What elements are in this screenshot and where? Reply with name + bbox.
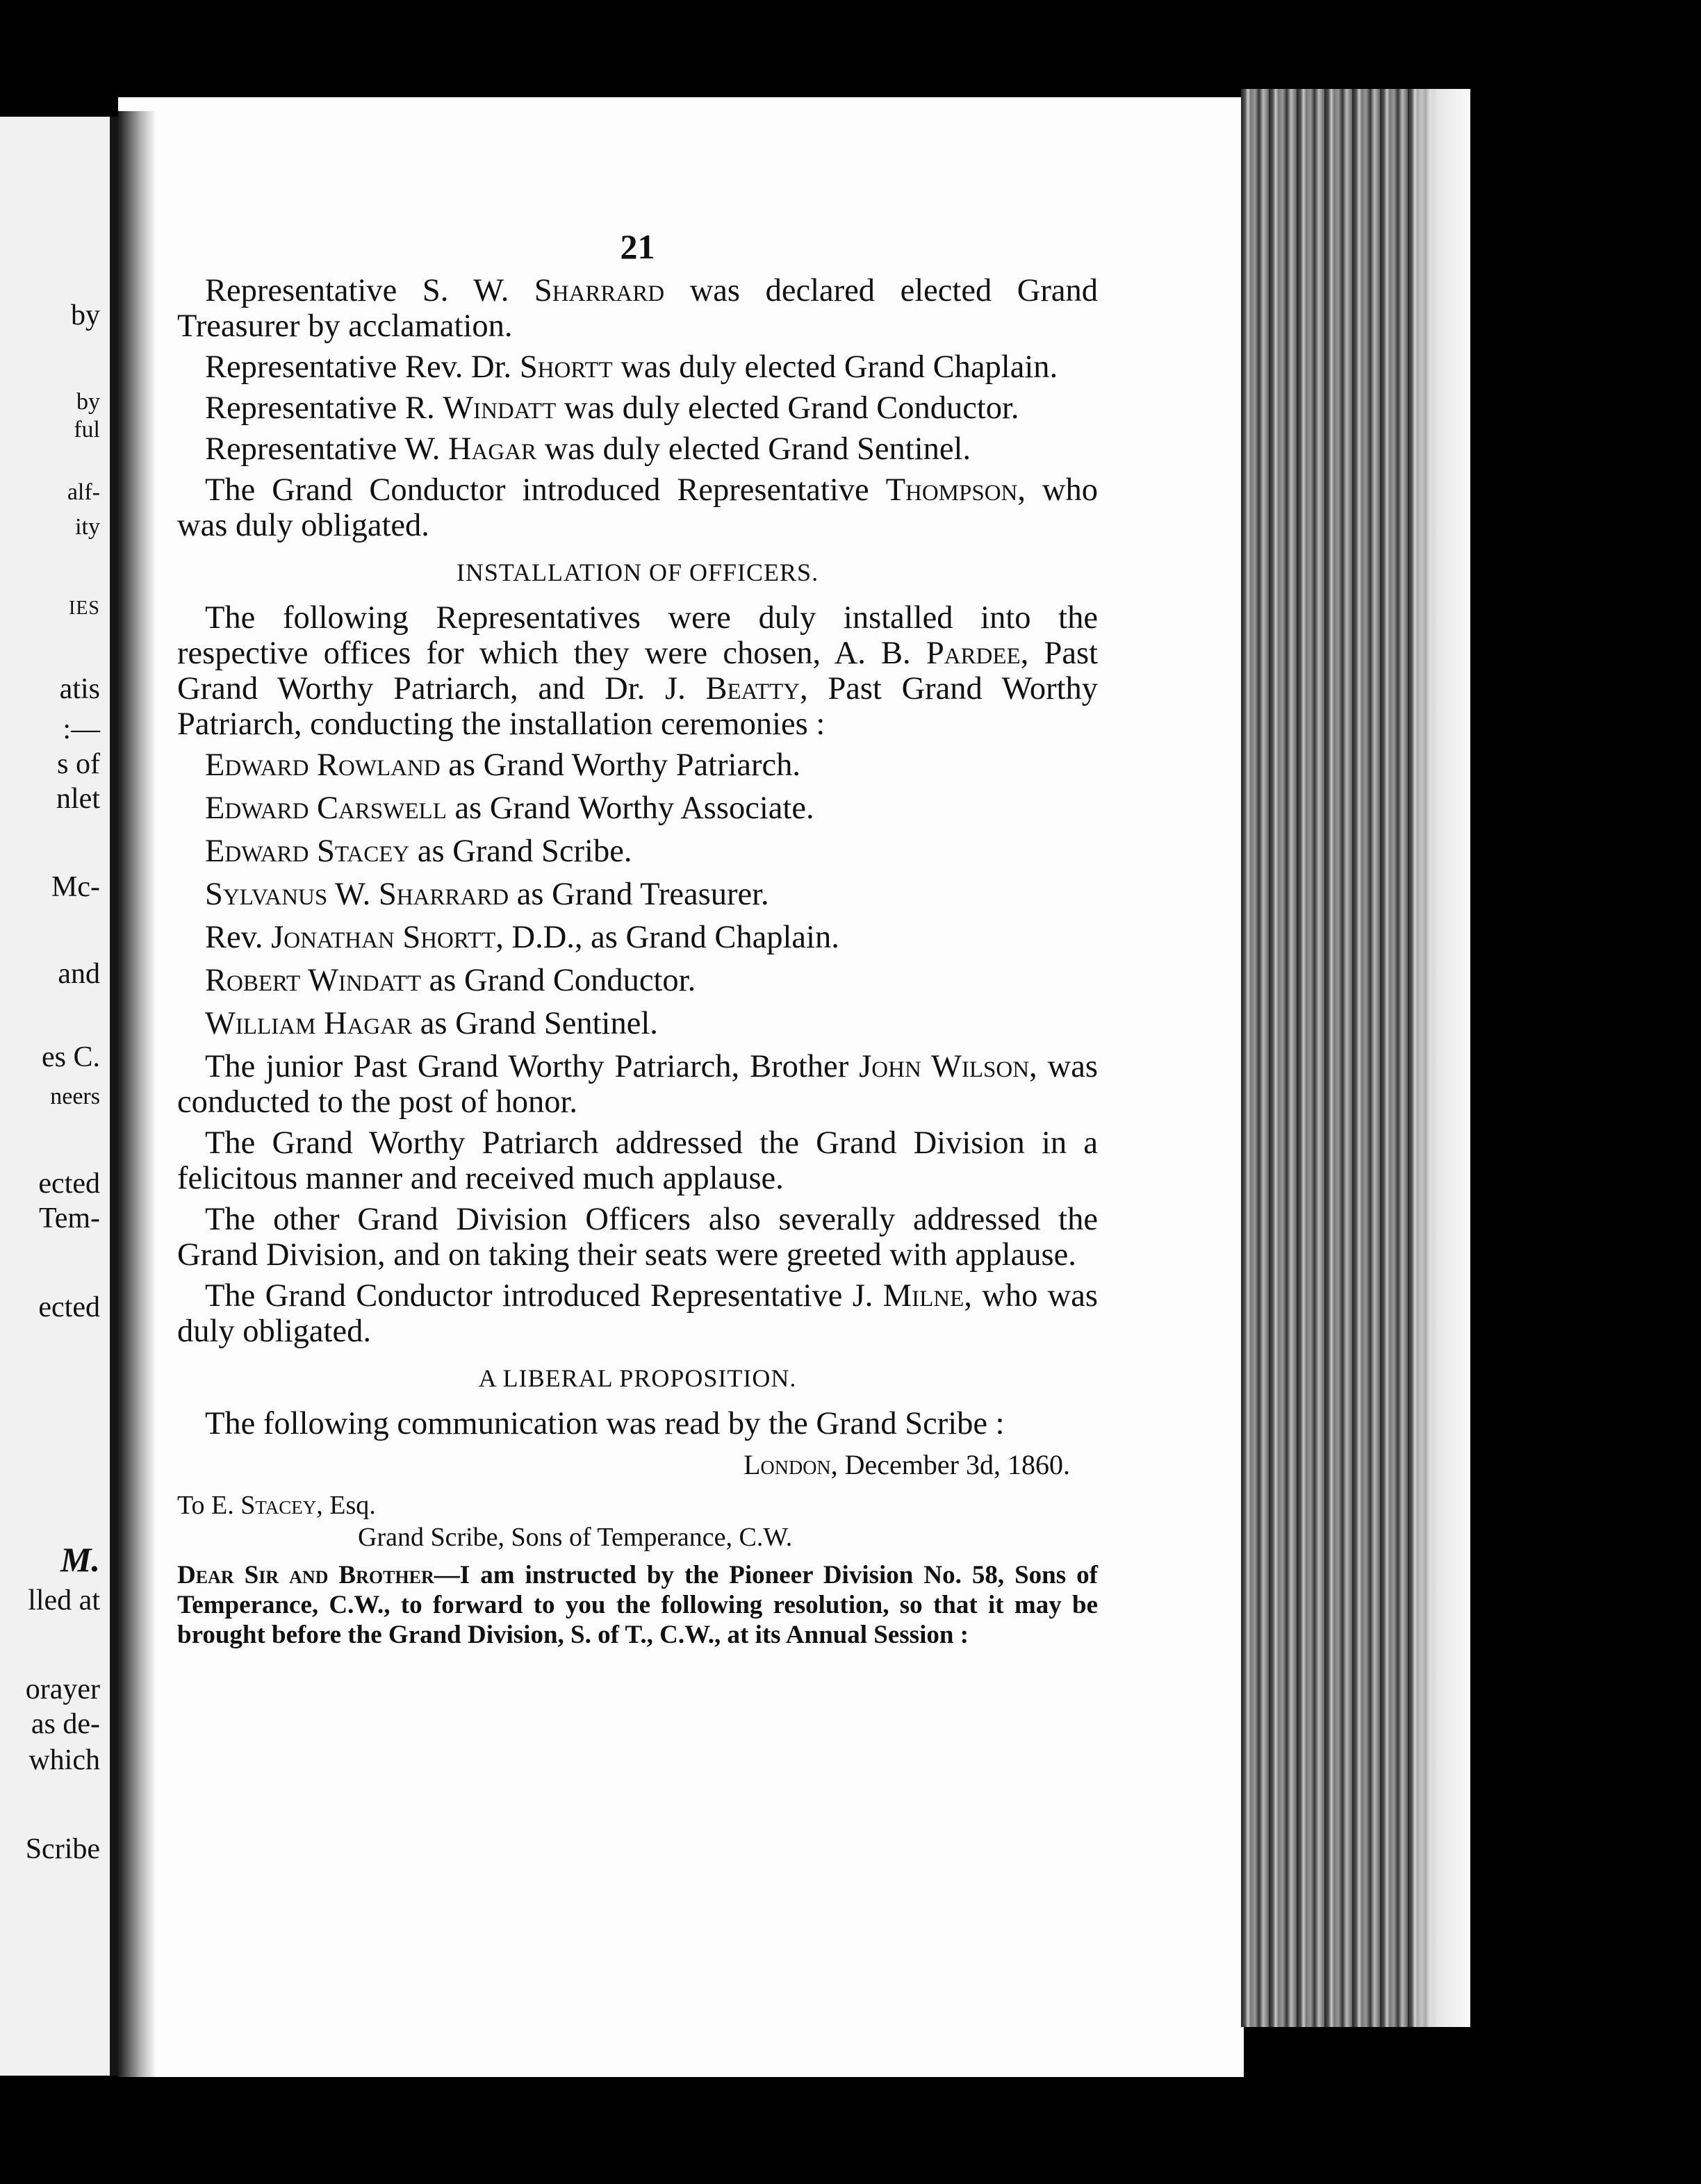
paragraph: The other Grand Division Officers also severally addressed the Grand Division, and on taking their seats were greeted with applause. — [177, 1202, 1098, 1273]
officer-line: Sylvanus W. Sharrard as Grand Treasurer. — [205, 877, 769, 912]
left-fragment: which — [28, 1744, 100, 1776]
page-edges — [1241, 89, 1470, 2027]
officer-line: William Hagar as Grand Sentinel. — [205, 1006, 658, 1041]
left-page-fragment — [0, 117, 122, 2076]
left-fragment: lled at — [28, 1585, 100, 1616]
paragraph: The following communication was read by the Grand Scribe : — [205, 1406, 1005, 1441]
officer-line: Edward Carswell as Grand Worthy Associate. — [205, 791, 814, 826]
paragraph: The Grand Worthy Patriarch addressed the Grand Division in a felicitous manner and received much applause. — [177, 1125, 1098, 1196]
left-fragment: ected — [38, 1168, 100, 1200]
left-fragment: ful — [74, 417, 100, 442]
left-fragment: atis — [59, 673, 100, 705]
paragraph: Representative R. Windatt was duly elected Grand Conductor. — [205, 390, 1019, 426]
page-gutter-shadow — [118, 111, 156, 2077]
left-fragment: es C. — [42, 1041, 100, 1073]
left-fragment: M. — [60, 1540, 100, 1579]
left-fragment: nlet — [56, 783, 100, 815]
left-fragment: by — [76, 389, 100, 415]
left-fragment: and — [58, 958, 100, 990]
left-fragment: orayer — [25, 1673, 100, 1705]
left-fragment: s of — [57, 748, 100, 780]
left-fragment: IES — [69, 597, 100, 619]
officer-line: Rev. Jonathan Shortt, D.D., as Grand Chaplain. — [205, 920, 839, 955]
paragraph: The Grand Conductor introduced Representative Thompson, who was duly obligated. — [177, 472, 1098, 543]
paragraph: Representative S. W. Sharrard was declared elected Grand Treasurer by acclamation. — [177, 273, 1098, 344]
letter-recipient-title: Grand Scribe, Sons of Temperance, C.W. — [358, 1523, 793, 1552]
left-fragment: ected — [38, 1291, 100, 1323]
paragraph: The Grand Conductor introduced Representative J. Milne, who was duly obligated. — [177, 1278, 1098, 1349]
left-fragment: ity — [75, 514, 100, 540]
left-fragment: by — [71, 299, 100, 331]
left-fragment: Scribe — [25, 1833, 100, 1865]
letter-address — [177, 1489, 1098, 1553]
page-number: 21 — [620, 227, 655, 266]
section-heading: INSTALLATION OF OFFICERS. — [456, 559, 819, 586]
page-text — [177, 229, 1098, 1650]
paragraph: Representative W. Hagar was duly elected Grand Sentinel. — [205, 431, 971, 467]
letter-body: Dear Sir and Brother—I am instructed by the Pioneer Division No. 58, Sons of Temperance, C.W., to forward to you the following resolution, so that it may be brought before the Grand Division, S. of T., C.W., at its Annual Session : — [177, 1561, 1098, 1649]
left-fragment: alf- — [67, 479, 100, 505]
officer-line: Edward Stacey as Grand Scribe. — [205, 834, 632, 869]
officer-line: Robert Windatt as Grand Conductor. — [205, 963, 696, 998]
left-fragment: Tem- — [38, 1202, 100, 1234]
letter-date: London, December 3d, 1860. — [743, 1449, 1070, 1480]
left-fragment: :— — [63, 713, 100, 745]
officer-line: Edward Rowland as Grand Worthy Patriarch. — [205, 747, 801, 783]
paragraph: Representative Rev. Dr. Shortt was duly elected Grand Chaplain. — [205, 349, 1058, 385]
letter-recipient: To E. Stacey, Esq. — [177, 1491, 376, 1520]
left-fragment: as de- — [31, 1708, 100, 1740]
left-fragment: Mc- — [51, 871, 100, 903]
section-heading: A LIBERAL PROPOSITION. — [478, 1364, 797, 1392]
paragraph: The junior Past Grand Worthy Patriarch, Brother John Wilson, was conducted to the post of honor. — [177, 1049, 1098, 1120]
paragraph: The following Representatives were duly installed into the respective offices for which they were chosen, A. B. Pardee, Past Grand Worthy Patriarch, and Dr. J. Beatty, Past Grand Worthy Patriarch, conducting the installation ceremonies : — [177, 600, 1098, 742]
left-fragment: neers — [50, 1084, 100, 1109]
